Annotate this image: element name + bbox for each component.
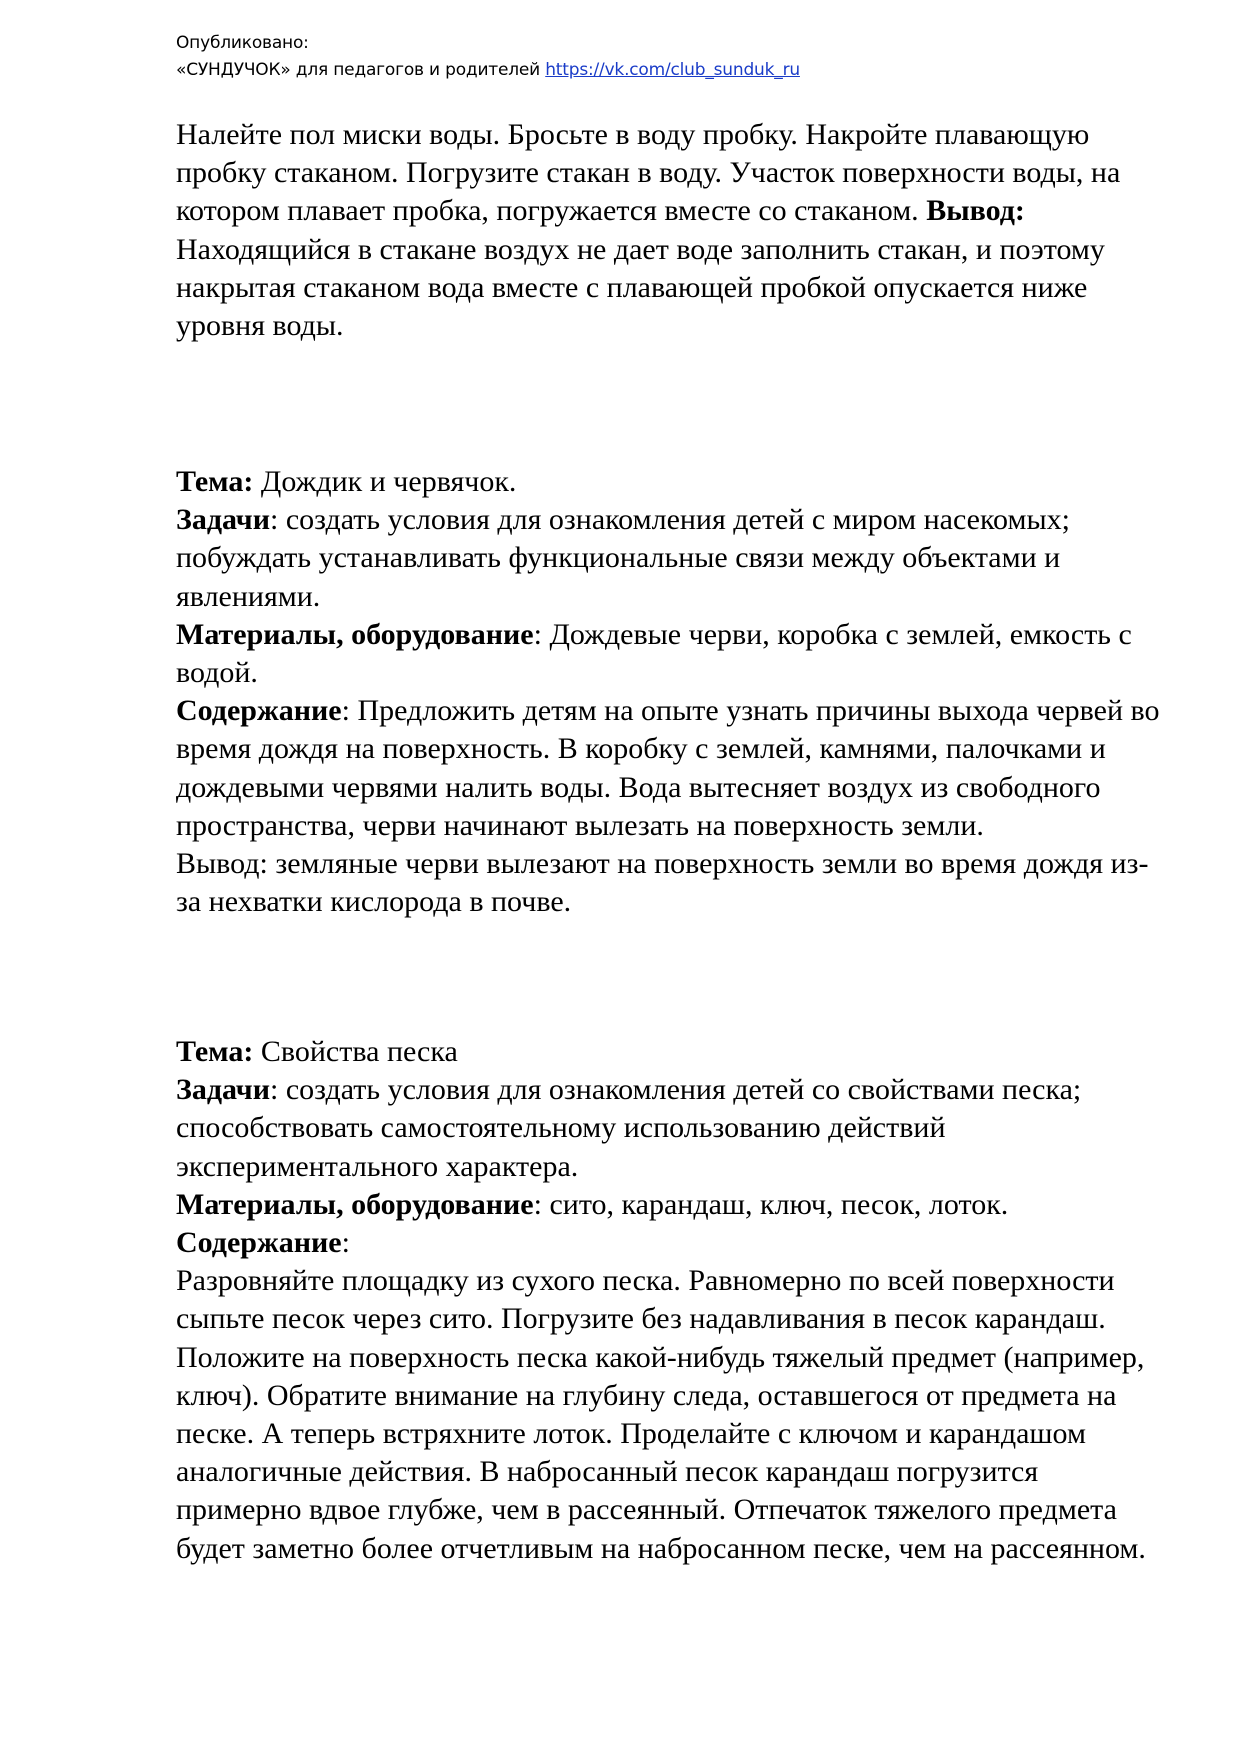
materials-paragraph — [176, 1186, 1166, 1224]
source-text: «СУНДУЧОК» для педагогов и родителей — [176, 60, 546, 80]
published-label: Опубликовано: — [176, 33, 309, 53]
experiment-paragraph — [176, 116, 1166, 345]
tasks-paragraph — [176, 501, 1166, 616]
experiment-text-section — [176, 116, 1166, 345]
theme-line — [176, 463, 1166, 501]
content-colon: : — [341, 1226, 350, 1260]
materials-paragraph — [176, 616, 1166, 692]
materials-text: : Дождевые черви, коробка с землей, емкость с водой. — [176, 617, 1132, 690]
tasks-text: : создать условия для ознакомления детей с миром насекомых; побуждать устанавливать функциональные связи между объектами и явлениями. — [176, 503, 1070, 613]
publication-header — [176, 30, 1136, 84]
theme-label: Тема: — [176, 465, 254, 498]
rain-worm-section — [176, 463, 1166, 921]
materials-label: Материалы, оборудование — [176, 617, 534, 651]
tasks-label: Задачи — [176, 1073, 271, 1107]
experiment-text: Налейте пол миски воды. Бросьте в воду пробку. Накройте плавающую пробку стаканом. Погрузите стакан в воду. Участок поверхности воды, на котором плавает пробка, погружается вместе со стаканом. — [176, 118, 1121, 228]
content-heading — [176, 1224, 1166, 1262]
tasks-paragraph — [176, 1071, 1166, 1186]
conclusion-label: Вывод: — [926, 194, 1025, 228]
theme-label: Тема: — [176, 1035, 254, 1068]
content-label: Содержание — [176, 1226, 342, 1260]
theme-text: Дождик и червячок. — [253, 465, 517, 498]
vk-link[interactable]: https://vk.com/club_sunduk_ru — [545, 60, 800, 80]
content-text: : Предложить детям на опыте узнать причины выхода червей во время дождя на поверхность. В коробку с землей, камнями, палочками и дождевыми червями налить воды. Вода вытесняет воздух из свободного пространства, черви начинают вылезать на поверхность земли. — [176, 694, 1160, 842]
conclusion-text: Находящийся в стакане воздух не дает воде заполнить стакан, и поэтому накрытая стаканом вода вместе с плавающей пробкой опускается ниже уровня воды. — [176, 232, 1105, 343]
materials-label: Материалы, оборудование — [176, 1187, 534, 1221]
theme-line — [176, 1033, 1166, 1071]
sand-properties-section — [176, 1033, 1166, 1568]
tasks-text: : создать условия для ознакомления детей со свойствами песка; способствовать самостоятельному использованию действий экспериментального характера. — [176, 1073, 1082, 1183]
tasks-label: Задачи — [176, 503, 271, 537]
content-paragraph: Разровняйте площадку из сухого песка. Равномерно по всей поверхности сыпьте песок через сито. Погрузите без надавливания в песок карандаш. Положите на поверхность песка какой-нибудь тяжелый предмет (например, ключ). Обратите внимание на глубину следа, оставшегося от предмета на песке. А теперь встряхните лоток. Проделайте с ключом и карандашом аналогичные действия. В набросанный песок карандаш погрузится примерно вдвое глубже, чем в рассеянный. Отпечаток тяжелого предмета будет заметно более отчетливым на набросанном песке, чем на рассеянном. — [176, 1264, 1146, 1565]
content-label: Содержание — [176, 694, 342, 728]
materials-text: : сито, карандаш, ключ, песок, лоток. — [533, 1187, 1009, 1221]
source-line — [176, 57, 1136, 84]
conclusion-paragraph: Вывод: земляные черви вылезают на поверхность земли во время дождя из-за нехватки кислорода в почве. — [176, 847, 1149, 919]
theme-text: Свойства песка — [253, 1035, 458, 1068]
content-paragraph — [176, 692, 1166, 845]
